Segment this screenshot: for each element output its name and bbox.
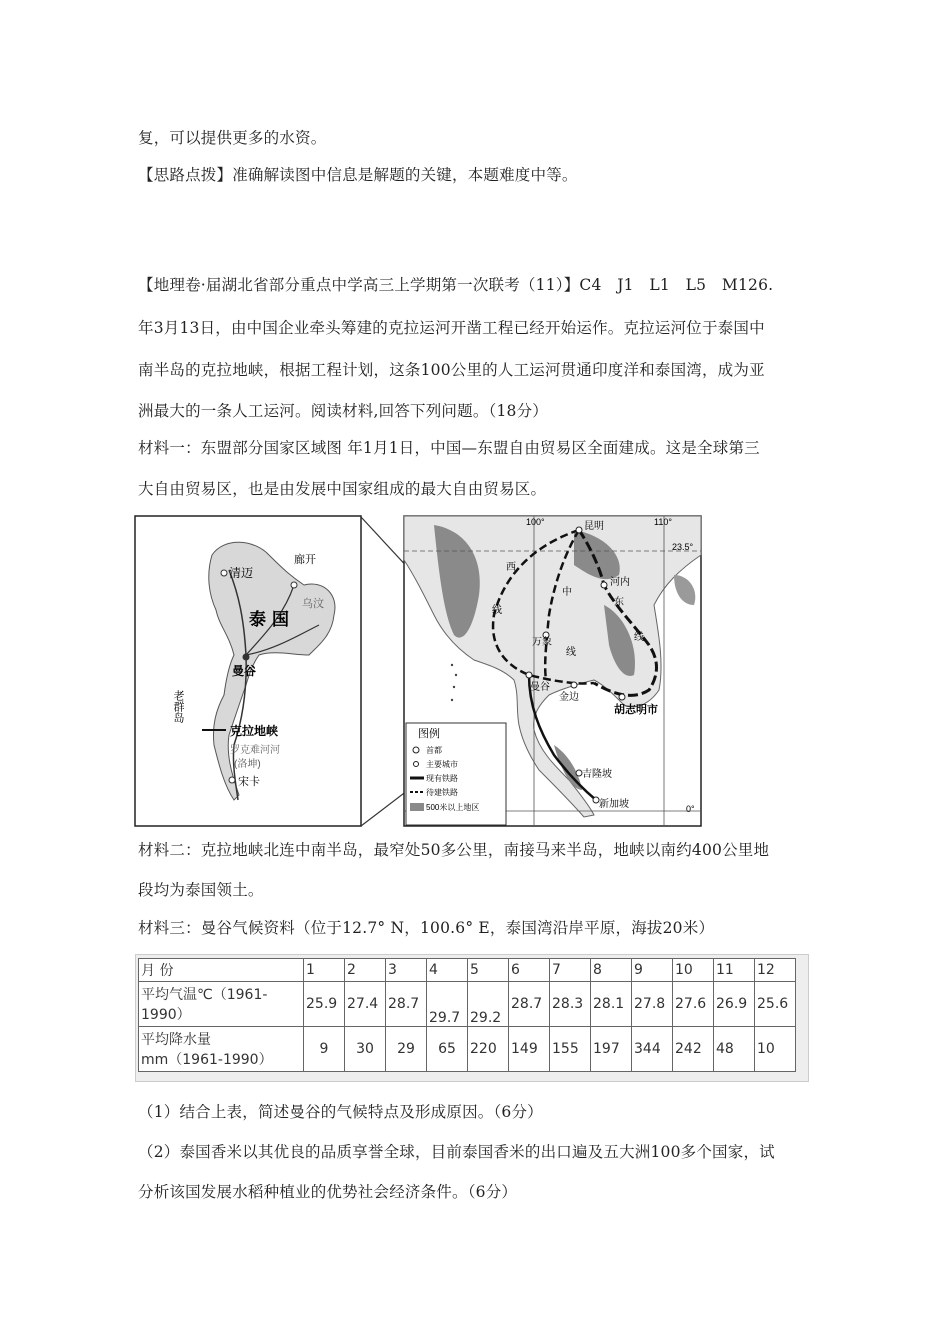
month-cell: 7 [550,959,591,982]
legend-elevation: 500米以上地区 [426,803,480,812]
legend-existing-rail: 现有铁路 [426,774,458,783]
temp-cell: 29.7 [427,982,468,1027]
map-label-river: 罗克难河河 [230,745,280,756]
month-cell: 8 [591,959,632,982]
table-row [139,982,796,1027]
city-bangkok: 曼谷 [530,682,550,693]
material-3: 材料三：曼谷气候资料（位于12.7° N，100.6° E，泰国湾沿岸平原，海拔20米） [138,919,715,937]
material-1: 材料一：东盟部分国家区域图 年1月1日，中国—东盟自由贸易区全面建成。这是全球第三 [138,439,760,457]
temp-cell: 28.7 [509,982,550,1027]
line-label-east: 东 [614,597,624,608]
lat-23-label: 23.5° [672,542,694,552]
temp-cell: 26.9 [714,982,755,1027]
month-cell: 2 [345,959,386,982]
map-legend [406,723,506,825]
text-line-8: 大自由贸易区，也是由发展中国家组成的最大自由贸易区。 [138,480,547,498]
rain-header: 平均降水量 mm（1961-1990） [139,1027,304,1072]
month-cell: 10 [673,959,714,982]
temp-cell: 28.3 [550,982,591,1027]
material-2: 材料二：克拉地峡北连中南半岛，最窄处50多公里，南接马来半岛，地峡以南约400公里地 [138,841,770,859]
line-label-mid: 中 [562,587,572,598]
rain-cell: 197 [591,1027,632,1072]
rain-cell: 155 [550,1027,591,1072]
text-line-5: 南半岛的克拉地峡，根据工程计划，这条100公里的人工运河贯通印度洋和泰国湾，成为亚 [138,361,765,379]
line-label-west-2: 线 [492,605,502,616]
temp-cell: 27.8 [632,982,673,1027]
legend-planned-rail: 待建铁路 [426,788,458,797]
city-hochiminh: 胡志明市 [614,704,658,716]
legend-title: 图例 [418,728,440,740]
month-cell: 5 [468,959,509,982]
temp-cell: 27.6 [673,982,714,1027]
month-cell: 1 [304,959,345,982]
temp-cell: 25.9 [304,982,345,1027]
rain-cell: 48 [714,1027,755,1072]
rain-cell: 10 [755,1027,796,1072]
temp-cell: 27.4 [345,982,386,1027]
city-kualalumpur: 吉隆坡 [582,769,612,780]
rain-cell: 344 [632,1027,673,1072]
rain-cell: 65 [427,1027,468,1072]
map-label-ubon: 乌汶 [302,598,324,610]
text-line-10: 段均为泰国领土。 [138,881,264,899]
text-line-6: 洲最大的一条人工运河。阅读材料,回答下列问题。（18分） [138,402,549,420]
question-1: （1）结合上表，简述曼谷的气候特点及形成原因。（6分） [138,1103,543,1121]
line-label-mid-2: 线 [566,647,576,658]
temp-cell: 29.2 [468,982,509,1027]
question-2-line-1: （2）泰国香米以其优良的品质享誉全球，目前泰国香米的出口遍及五大洲100多个国家，试 [138,1143,775,1161]
map-label-islands: 老群岛 [172,690,184,723]
table-row [139,959,796,982]
temp-header: 平均气温℃（1961- 1990） [139,982,304,1027]
temp-cell: 25.6 [755,982,796,1027]
temp-cell: 28.7 [386,982,427,1027]
rain-cell: 149 [509,1027,550,1072]
line-label-west: 西 [506,562,516,573]
rain-cell: 30 [345,1027,386,1072]
month-cell: 11 [714,959,755,982]
rain-cell: 220 [468,1027,509,1072]
city-phnompenh: 金边 [559,692,579,703]
map-label-bangkok: 曼谷 [232,664,257,678]
month-cell: 3 [386,959,427,982]
lon-100-label: 100° [526,517,545,527]
text-line-1: 复，可以提供更多的水资。 [138,129,327,147]
climate-table [138,958,796,1072]
rain-cell: 9 [304,1027,345,1072]
legend-city: 主要城市 [426,760,458,769]
city-hanoi: 河内 [610,577,630,588]
month-cell: 9 [632,959,673,982]
lon-110-label: 110° [654,517,672,527]
question-header: 【地理卷·届湖北省部分重点中学高三上学期第一次联考（11）】C4 J1 L1 L5 M126. [138,276,774,294]
month-cell: 12 [755,959,796,982]
lat-0-label: 0° [686,804,695,814]
city-vientiane: 万象 [532,637,552,648]
legend-capital: 首都 [426,746,442,755]
city-kunming: 昆明 [584,521,604,532]
rain-cell: 242 [673,1027,714,1072]
map-label-nakhon: (洛坤) [234,759,261,770]
month-cell: 6 [509,959,550,982]
month-header: 月 份 [139,959,304,982]
temp-cell: 28.1 [591,982,632,1027]
text-line-4: 年3月13日，由中国企业牵头筹建的克拉运河开凿工程已经开始运作。克拉运河位于泰国中 [138,319,765,337]
text-line-2: 【思路点拨】准确解读图中信息是解题的关键，本题难度中等。 [138,166,578,184]
map-label-songkhla: 宋卡 [238,776,260,788]
question-2-line-2: 分析该国发展水稻种植业的优势社会经济条件。（6分） [138,1183,518,1201]
map-label-chiangmai: 清迈 [229,566,254,580]
month-cell: 4 [427,959,468,982]
asean-map-figure [134,515,704,828]
map-label-nongkhai: 廊开 [294,554,316,566]
table-row [139,1027,796,1072]
map-label-kra-isthmus: 克拉地峡 [230,724,279,738]
line-label-east-2: 线 [634,632,644,643]
rain-cell: 29 [386,1027,427,1072]
map-label-thailand: 泰国 [249,610,295,629]
city-singapore: 新加坡 [599,799,629,810]
